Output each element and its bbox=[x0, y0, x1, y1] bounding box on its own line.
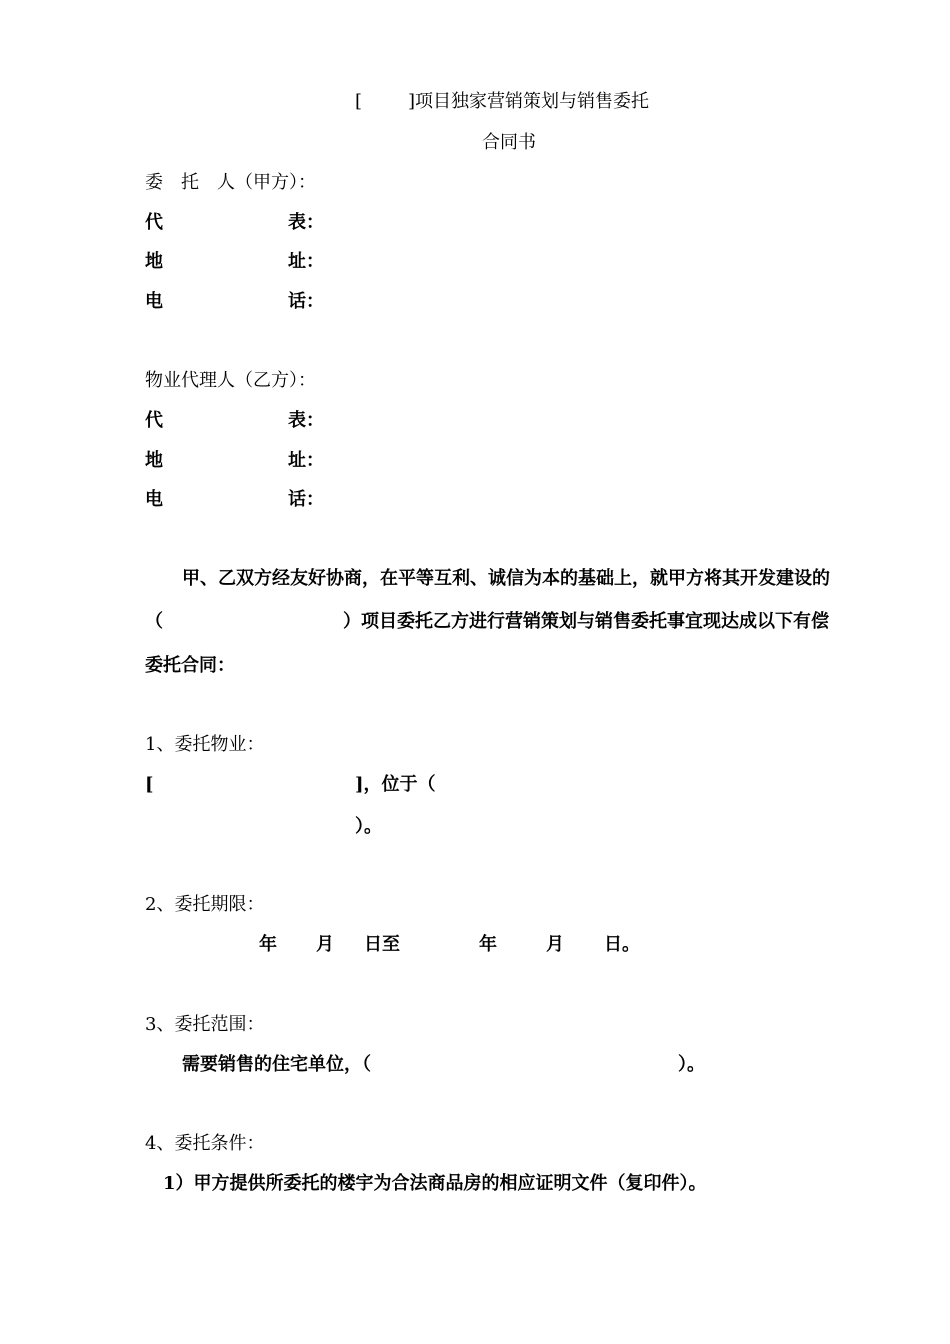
section-2-heading: 2、委托期限： bbox=[145, 894, 265, 915]
section-4-item-1: 1）甲方提供所委托的楼宇为合法商品房的相应证明文件（复印件）。 bbox=[163, 1173, 707, 1194]
section-1-bracket-open: [ bbox=[145, 774, 154, 795]
intro-paren-open: （ bbox=[145, 611, 163, 632]
intro-line-1: 甲、乙双方经友好协商，在平等互利、诚信为本的基础上，就甲方将其开发建设的 bbox=[182, 568, 830, 589]
section-1-paren-close: ）。 bbox=[355, 816, 382, 837]
title-line-2: 合同书 bbox=[482, 132, 536, 153]
title-bracket-open: [ bbox=[355, 91, 363, 112]
start-month-label: 月 bbox=[316, 934, 334, 955]
start-day-label: 日至 bbox=[364, 934, 400, 955]
party-b-tel-label-end: 话： bbox=[288, 489, 324, 510]
party-b-addr-label-start: 地 bbox=[145, 450, 163, 471]
party-a-tel-label-end: 话： bbox=[288, 291, 324, 312]
party-a-addr-label-end: 址： bbox=[288, 251, 324, 272]
section-1-location: ]，位于（ bbox=[355, 774, 436, 795]
party-b-heading: 物业代理人（乙方）： bbox=[145, 370, 316, 391]
start-year-label: 年 bbox=[259, 934, 277, 955]
section-4-heading: 4、委托条件： bbox=[145, 1133, 265, 1154]
intro-line-3: 委托合同： bbox=[145, 655, 235, 676]
section-1-heading: 1、委托物业： bbox=[145, 734, 265, 755]
section-3-paren-close: ）。 bbox=[678, 1054, 705, 1075]
party-b-rep-label-end: 表： bbox=[288, 410, 324, 431]
section-3-heading: 3、委托范围： bbox=[145, 1014, 265, 1035]
party-b-rep-label-start: 代 bbox=[145, 410, 163, 431]
party-b-addr-label-end: 址： bbox=[288, 450, 324, 471]
section-3-text: 需要销售的住宅单位，（ bbox=[182, 1054, 371, 1075]
end-day-label: 日。 bbox=[604, 934, 640, 955]
party-a-addr-label-start: 地 bbox=[145, 251, 163, 272]
title-line-1: ]项目独家营销策划与销售委托 bbox=[408, 91, 650, 112]
party-a-tel-label-start: 电 bbox=[145, 291, 163, 312]
party-a-rep-label-start: 代 bbox=[145, 212, 163, 233]
end-month-label: 月 bbox=[546, 934, 564, 955]
party-a-heading: 委 托 人（甲方）： bbox=[145, 172, 316, 193]
party-a-rep-label-end: 表： bbox=[288, 212, 324, 233]
end-year-label: 年 bbox=[479, 934, 497, 955]
intro-line-2: ）项目委托乙方进行营销策划与销售委托事宜现达成以下有偿 bbox=[343, 611, 829, 632]
party-b-tel-label-start: 电 bbox=[145, 489, 163, 510]
